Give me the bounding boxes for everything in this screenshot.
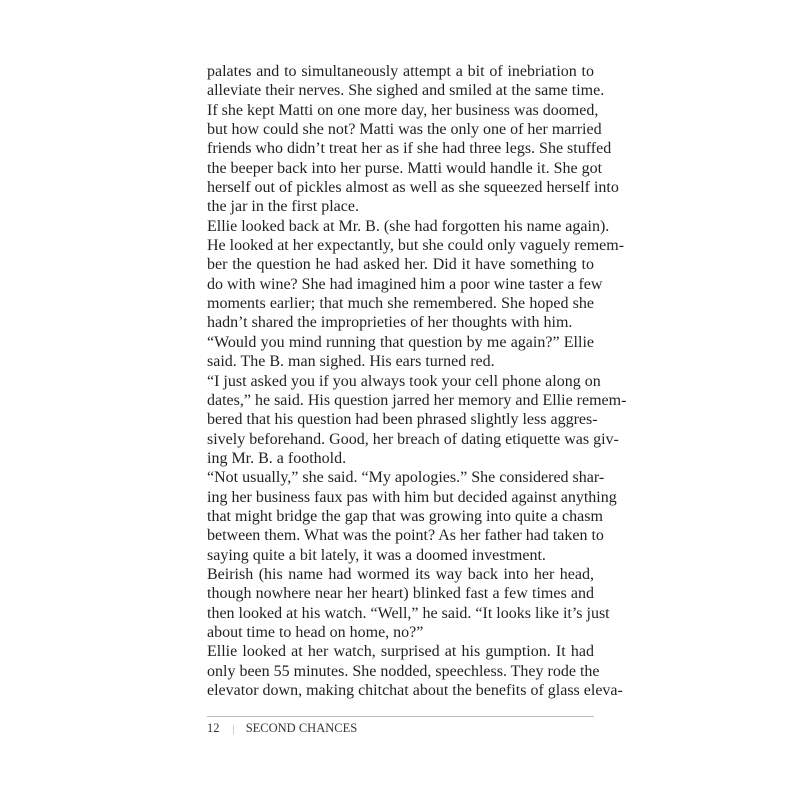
text-line: “I just asked you if you always took your cell phone along on [207, 372, 601, 390]
text-line: Ellie looked at her watch, surprised at his gumption. It had [207, 643, 594, 661]
text-line: hadn’t shared the improprieties of her thoughts with him. [207, 314, 573, 332]
text-line: Beirish (his name had wormed its way back into her head, [207, 565, 594, 583]
text-line: “Would you mind running that question by me again?” Ellie [207, 333, 594, 351]
text-line: between them. What was the point? As her father had taken to [207, 527, 604, 545]
text-line: but how could she not? Matti was the only one of her married [207, 121, 602, 139]
text-line: dates,” he said. His question jarred her memory and Ellie remem- [207, 391, 627, 409]
text-line: do with wine? She had imagined him a poor wine taster a few [207, 275, 603, 293]
text-line: ing Mr. B. a foothold. [207, 449, 347, 467]
paragraph [207, 217, 625, 333]
paragraph [207, 62, 619, 217]
text-line: Ellie looked back at Mr. B. (she had forgotten his name again). [207, 217, 610, 235]
footer-separator: | [232, 722, 235, 735]
paragraph [207, 642, 623, 700]
text-line: He looked at her expectantly, but she could only vaguely remem- [207, 237, 625, 255]
page-number: 12 [207, 721, 220, 735]
text-line: ber the question he had asked her. Did it have something to [207, 256, 594, 274]
text-line: said. The B. man sighed. His ears turned red. [207, 353, 495, 371]
text-line: bered that his question had been phrased slightly less aggres- [207, 411, 598, 429]
page-footer [207, 721, 357, 736]
text-line: only been 55 minutes. She nodded, speechless. They rode the [207, 662, 600, 680]
paragraph [207, 565, 610, 642]
text-line: though nowhere near her heart) blinked fast a few times and [207, 585, 594, 603]
text-line: moments earlier; that much she remembered. She hoped she [207, 295, 594, 313]
text-line: herself out of pickles almost as well as she squeezed herself into [207, 179, 619, 197]
text-line: elevator down, making chitchat about the benefits of glass eleva- [207, 682, 623, 699]
text-line: the jar in the first place. [207, 198, 359, 216]
text-line: then looked at his watch. “Well,” he said. “It looks like it’s just [207, 604, 610, 622]
text-line: ing her business faux pas with him but decided against anything [207, 488, 617, 506]
text-line: the beeper back into her purse. Matti would handle it. She got [207, 159, 603, 177]
text-line: saying quite a bit lately, it was a doomed investment. [207, 546, 546, 564]
text-line: “Not usually,” she said. “My apologies.” She considered shar- [207, 469, 605, 487]
text-line: alleviate their nerves. She sighed and smiled at the same time. [207, 82, 605, 100]
footer-rule [207, 716, 594, 717]
text-line: friends who didn’t treat her as if she had three legs. She stuffed [207, 140, 612, 158]
text-line: palates and to simultaneously attempt a bit of inebriation to [207, 63, 594, 80]
paragraph [207, 333, 594, 372]
text-line: about time to head on home, no?” [207, 623, 424, 641]
text-line: If she kept Matti on one more day, her business was doomed, [207, 101, 599, 119]
running-title: SECOND CHANCES [245, 721, 358, 735]
paragraph [207, 468, 617, 565]
paragraph [207, 372, 627, 469]
text-line: that might bridge the gap that was growing into quite a chasm [207, 507, 603, 525]
text-line: sively beforehand. Good, her breach of dating etiquette was giv- [207, 430, 619, 448]
body-text [207, 62, 627, 700]
